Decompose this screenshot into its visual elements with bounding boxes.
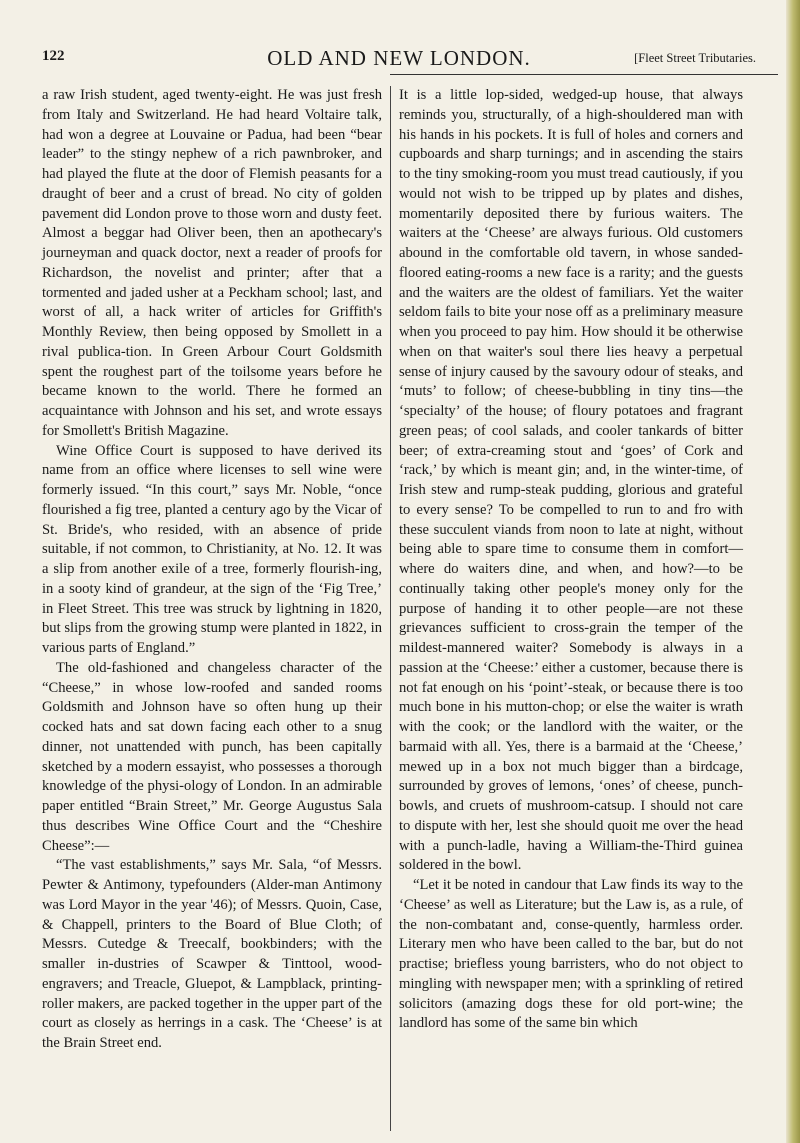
section-title: [Fleet Street Tributaries. (634, 51, 756, 65)
paragraph: “Let it be noted in candour that Law finds its way to the ‘Cheese’ as well as Literature; but the Law is, as a rule, of the non-combatant and, conse-quently, harmless order. Literary men who have been called to the bar, but do not practise; briefless young barristers, who do not object to mingling with newspaper men; with a sprinkling of retired solicitors (amazing dogs these for old port-wine; the landlord has some of the same bin which (399, 877, 743, 1032)
running-title: OLD AND NEW LONDON. (267, 46, 531, 70)
left-column (42, 86, 382, 1054)
paragraph: a raw Irish student, aged twenty-eight. He was just fresh from Italy and Switzerland. He had heard Voltaire talk, had won a degree at Louvaine or Padua, had been “bear leader” to the stingy nephew of a rich pawnbroker, and had played the flute at the door of Flemish peasants for a draught of beer and a crust of bread. No city of golden pavement did London prove to those worn and dusty feet. Almost a beggar had Oliver been, then an apothecary's journeyman and quack doctor, next a reader of proofs for Richardson, the novelist and printer; after that a tormented and jaded usher at a Peckham school; last, and worst of all, a hack writer of articles for Griffith's Monthly Review, then being opposed by Smollett in a rival publica-tion. In Green Arbour Court Goldsmith spent the roughest part of the toilsome years before he became known to the world. There he formed an acquaintance with Johnson and his set, and wrote essays for Smollett's British Magazine. (42, 87, 382, 439)
right-column (399, 86, 743, 1034)
page-number: 122 (42, 48, 65, 64)
paragraph: Wine Office Court is supposed to have derived its name from an office where licenses to sell wine were formerly issued. “In this court,” says Mr. Noble, “once flourished a fig tree, planted a century ago by the Vicar of St. Bride's, who resided, with an absence of pride suitable, if not common, to Christianity, at No. 12. It was a slip from another exile of a tree, formerly flourish-ing, in a sooty kind of grandeur, at the sign of the ‘Fig Tree,’ in Fleet Street. This tree was struck by lightning in 1820, but slips from the growing stump were planted in 1822, in various parts of England.” (42, 442, 382, 656)
paragraph: The old-fashioned and changeless character of the “Cheese,” in whose low-roofed and sanded rooms Goldsmith and Johnson have so often hung up their cocked hats and sat down facing each other to a snug dinner, not unattended with punch, has been capitally sketched by a modern essayist, who possesses a thorough knowledge of the physi-ology of London. In an admirable paper entitled “Brain Street,” Mr. George Augustus Sala thus describes Wine Office Court and the “Cheshire Cheese”:— (42, 659, 382, 854)
header-rule (390, 74, 778, 75)
paragraph: “The vast establishments,” says Mr. Sala, “of Messrs. Pewter & Antimony, typefounders (Alder-man Antimony was Lord Mayor in the year '46); of Messrs. Quoin, Case, & Chappell, printers to the Board of Blue Cloth; of Messrs. Cutedge & Treecalf, bookbinders; with the smaller in-dustries of Scawper & Tinttool, wood-engravers; and Treacle, Gluepot, & Lampblack, printing-roller makers, are packed together in the upper part of the court as closely as herrings in a cask. The ‘Cheese’ is at the Brain Street end. (42, 857, 382, 1051)
page-edge (786, 0, 800, 1143)
paragraph: It is a little lop-sided, wedged-up house, that always reminds you, structurally, of a high-shouldered man with his hands in his pockets. It is full of holes and corners and cupboards and sharp turnings; and in ascending the stairs to the tiny smoking-room you must tread cautiously, if you would not wish to be tripped up by plates and dishes, momentarily deposited there by furious waiters. The waiters at the ‘Cheese’ are always furious. Old customers abound in the comfortable old tavern, in whose sanded-floored eating-rooms a new face is a rarity; and the guests and the waiters are the oldest of familiars. Yet the waiter seldom fails to bite your nose off as a preliminary measure when you proceed to pay him. How should it be otherwise when on that waiter's soul there lies heavy a perpetual sense of injury caused by the savoury odour of steaks, and ‘muts’ to follow; of cheese-bubbling in tiny tins—the ‘specialty’ of the house; of floury potatoes and fragrant green peas; of cool salads, and cooler tankards of bitter beer; of extra-creaming stout and ‘goes’ of Cork and ‘rack,’ by which is meant gin; and, in the winter-time, of Irish stew and rump-steak pudding, glorious and grateful to every sense? To be compelled to run to and fro with these succulent viands from noon to late at night, without being able to spare time to consume them in comfort—where do waiters dine, and when, and how?—to be continually taking other people's money only for the purpose of handing it to other people—are not these grievances sufficient to cross-grain the temper of the mildest-mannered waiter? Somebody is always in a passion at the ‘Cheese:’ either a customer, because there is not fat enough on his ‘point’-steak, or because there is too much bone in his mutton-chop; or else the waiter is wrath with the cook; or the landlord with the waiter, or the barmaid with all. Yes, there is a barmaid at the ‘Cheese,’ mewed up in a box not much bigger than a birdcage, surrounded by groves of lemons, ‘ones’ of cheese, punch-bowls, and cruets of mushroom-catsup. I should not care to dispute with her, lest she should quoit me over the head with a punch-ladle, having a William-the-Third guinea soldered in the bowl. (399, 87, 743, 874)
column-divider (390, 86, 391, 1131)
page-header (40, 46, 758, 72)
